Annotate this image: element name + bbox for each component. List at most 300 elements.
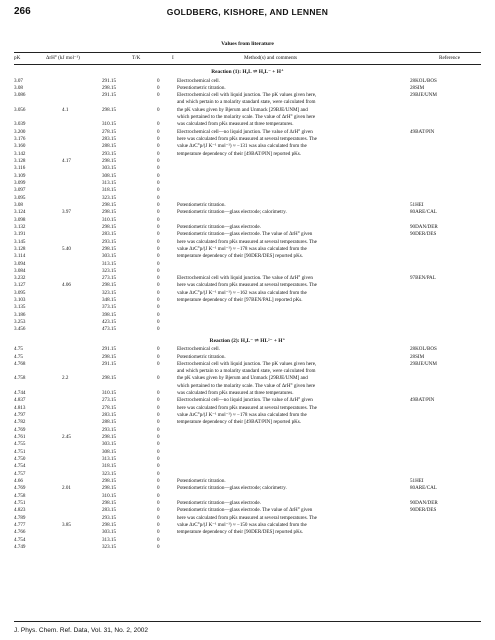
cell-reference: 28SIM (410, 84, 425, 91)
cell-pk: 4.777 (14, 521, 26, 528)
cell-pk: 4.789 (14, 514, 26, 521)
cell-i: 0 (157, 477, 160, 484)
cell-method: temperature dependency of their [49BAT/PIN] reported pKs. (177, 150, 302, 157)
cell-method: value ΔrC°p/(J K⁻¹ mol⁻¹) ≈ −131 was also calculated from the (177, 143, 307, 150)
cell-pk: 3.191 (14, 231, 26, 238)
cell-reference: 28SIM (410, 353, 425, 360)
table-row (14, 312, 481, 319)
cell-t: 318.15 (102, 463, 117, 470)
cell-dh: 4.06 (62, 282, 71, 289)
cell-pk: 4.769 (14, 485, 26, 492)
cell-i: 0 (157, 245, 160, 252)
cell-t: 273.15 (102, 397, 117, 404)
cell-t: 273.15 (102, 275, 117, 282)
table-top-rule (14, 52, 481, 53)
table-row (14, 158, 481, 165)
cell-i: 0 (157, 77, 160, 84)
page-header (14, 6, 481, 20)
cell-t: 278.15 (102, 128, 117, 135)
cell-method: value ΔrC°p/(J K⁻¹ mol⁻¹) ≈ −150 was also calculated from the (177, 521, 307, 528)
cell-i: 0 (157, 521, 160, 528)
cell-pk: 3.200 (14, 128, 26, 135)
col-t: T/K (132, 55, 141, 61)
table-row (14, 319, 481, 326)
cell-t: 423.15 (102, 319, 117, 326)
cell-t: 293.15 (102, 150, 117, 157)
cell-reference: 80ARE/CAL (410, 209, 437, 216)
cell-pk: 3.109 (14, 172, 26, 179)
cell-i: 0 (157, 209, 160, 216)
cell-method: Electrochemical cell. (177, 77, 220, 84)
cell-pk: 3.145 (14, 238, 26, 245)
cell-i: 0 (157, 150, 160, 157)
running-head: GOLDBERG, KISHORE, AND LENNEN (166, 7, 329, 17)
cell-pk: 3.124 (14, 209, 26, 216)
cell-i: 0 (157, 201, 160, 208)
col-dh: ΔrH° (kJ mol⁻¹) (46, 55, 80, 61)
cell-t: 348.15 (102, 297, 117, 304)
table-row (14, 419, 481, 426)
cell-pk: 3.099 (14, 179, 26, 186)
cell-t: 288.15 (102, 419, 117, 426)
table-row (14, 78, 481, 85)
cell-method: and which pertain to a molarity standard state, were calculated from (177, 99, 316, 106)
cell-t: 298.15 (102, 158, 117, 165)
cell-t: 298.15 (102, 485, 117, 492)
cell-reference: 90DAN/DER (410, 499, 438, 506)
cell-pk: 3.176 (14, 136, 26, 143)
table-row (14, 121, 481, 128)
cell-pk: 3.086 (14, 92, 26, 99)
cell-pk: 4.751 (14, 499, 26, 506)
cell-i: 0 (157, 507, 160, 514)
cell-t: 373.15 (102, 304, 117, 311)
cell-pk: 3.08 (14, 201, 23, 208)
page-number: 266 (14, 6, 31, 17)
cell-t: 313.15 (102, 260, 117, 267)
table-row (14, 173, 481, 180)
table-row (14, 397, 481, 404)
cell-reference: 51HEI (410, 477, 424, 484)
table-row (14, 544, 481, 551)
cell-t: 298.15 (102, 209, 117, 216)
cell-method: was calculated from pKs measured at three temperatures. (177, 390, 294, 397)
table-row (14, 107, 481, 114)
cell-i: 0 (157, 326, 160, 333)
cell-dh: 5.40 (62, 245, 71, 252)
cell-t: 283.15 (102, 136, 117, 143)
cell-t: 293.15 (102, 426, 117, 433)
cell-pk: 4.813 (14, 404, 26, 411)
cell-pk: 3.127 (14, 282, 26, 289)
cell-method: Potentiometric titration. (177, 84, 226, 91)
cell-pk: 3.056 (14, 106, 26, 113)
cell-i: 0 (157, 375, 160, 382)
cell-method: value ΔrC°p/(J K⁻¹ mol⁻¹) ≈ −178 was also calculated from the (177, 412, 307, 419)
cell-method: Electrochemical cell with liquid junction. The value of ΔrH° given (177, 275, 313, 282)
table-row (14, 449, 481, 456)
cell-i: 0 (157, 187, 160, 194)
table-column-header (14, 55, 481, 64)
table-row (14, 129, 481, 136)
table-row (14, 85, 481, 92)
cell-reference: 90DAN/DER (410, 223, 438, 230)
col-method: Method(s) and comments (244, 55, 298, 61)
cell-dh: 2.2 (62, 375, 69, 382)
cell-pk: 4.749 (14, 543, 26, 550)
cell-t: 298.15 (102, 223, 117, 230)
cell-method: the pK values given by Bjerum and Unmack [29BJE/UNM] and (177, 106, 308, 113)
cell-t: 298.15 (102, 84, 117, 91)
col-i: I (172, 55, 174, 61)
cell-t: 313.15 (102, 179, 117, 186)
table-row (14, 471, 481, 478)
cell-i: 0 (157, 353, 160, 360)
cell-t: 283.15 (102, 231, 117, 238)
cell-i: 0 (157, 412, 160, 419)
cell-t: 291.15 (102, 346, 117, 353)
cell-i: 0 (157, 543, 160, 550)
cell-method: temperature dependency of their [49BAT/PIN] reported pKs. (177, 419, 302, 426)
cell-method: was calculated from pKs measured at three temperatures. (177, 121, 294, 128)
cell-i: 0 (157, 485, 160, 492)
cell-reference: 51HEI (410, 201, 424, 208)
table-row (14, 434, 481, 441)
cell-t: 323.15 (102, 543, 117, 550)
cell-pk: 3.186 (14, 311, 26, 318)
table-row (14, 209, 481, 216)
cell-pk: 4.782 (14, 419, 26, 426)
cell-i: 0 (157, 267, 160, 274)
cell-i: 0 (157, 216, 160, 223)
cell-i: 0 (157, 253, 160, 260)
cell-i: 0 (157, 179, 160, 186)
cell-pk: 4.758 (14, 375, 26, 382)
cell-t: 313.15 (102, 536, 117, 543)
table-row (14, 261, 481, 268)
cell-method: Electrochemical cell with liquid junction. The pK values given here, (177, 92, 317, 99)
cell-i: 0 (157, 311, 160, 318)
cell-method: Potentiometric titration—glass electrode; calorimetry. (177, 209, 287, 216)
cell-i: 0 (157, 121, 160, 128)
cell-i: 0 (157, 260, 160, 267)
col-pk: pK (14, 55, 21, 61)
cell-t: 298.15 (102, 353, 117, 360)
cell-pk: 4.758 (14, 492, 26, 499)
cell-pk: 4.744 (14, 390, 26, 397)
cell-t: 323.15 (102, 267, 117, 274)
cell-t: 288.15 (102, 143, 117, 150)
cell-pk: 4.754 (14, 463, 26, 470)
cell-t: 298.15 (102, 245, 117, 252)
cell-pk: 3.135 (14, 304, 26, 311)
cell-t: 298.15 (102, 282, 117, 289)
cell-reference: 29BJE/UNM (410, 360, 437, 367)
table-row (14, 99, 481, 106)
cell-reference: 29BJE/UNM (410, 92, 437, 99)
table-row (14, 405, 481, 412)
cell-pk: 3.084 (14, 267, 26, 274)
cell-i: 0 (157, 238, 160, 245)
cell-i: 0 (157, 448, 160, 455)
cell-i: 0 (157, 441, 160, 448)
table-header-rule (14, 64, 481, 65)
table-row (14, 268, 481, 275)
cell-reference: 90DER/DES (410, 507, 437, 514)
cell-method: Potentiometric titration. (177, 477, 226, 484)
cell-t: 283.15 (102, 412, 117, 419)
table-row (14, 456, 481, 463)
table-row (14, 427, 481, 434)
cell-pk: 4.755 (14, 441, 26, 448)
table-row (14, 151, 481, 158)
cell-t: 298.15 (102, 375, 117, 382)
cell-t: 318.15 (102, 187, 117, 194)
table-row (14, 383, 481, 390)
cell-dh: 3.85 (62, 521, 71, 528)
cell-i: 0 (157, 529, 160, 536)
cell-pk: 4.75 (14, 346, 23, 353)
cell-i: 0 (157, 92, 160, 99)
cell-t: 291.15 (102, 360, 117, 367)
cell-i: 0 (157, 275, 160, 282)
cell-i: 0 (157, 106, 160, 113)
cell-pk: 3.095 (14, 194, 26, 201)
cell-pk: 3.116 (14, 165, 26, 172)
table-row (14, 304, 481, 311)
cell-i: 0 (157, 390, 160, 397)
table-row (14, 326, 481, 333)
table-row (14, 195, 481, 202)
table-subtitle: Values from literature (221, 41, 274, 47)
table-row (14, 515, 481, 522)
reaction-title: Reaction (1): H₃L ⇌ H₂L⁻ + H⁺ (211, 69, 284, 75)
cell-i: 0 (157, 456, 160, 462)
cell-i: 0 (157, 463, 160, 470)
cell-reference: 49BAT/PIN (410, 128, 435, 135)
cell-dh: 2.01 (62, 485, 71, 492)
cell-pk: 3.097 (14, 187, 26, 194)
cell-pk: 3.160 (14, 143, 26, 150)
table-row (14, 231, 481, 238)
table-row (14, 507, 481, 514)
cell-pk: 4.66 (14, 477, 23, 484)
cell-t: 291.15 (102, 77, 117, 84)
cell-t: 310.15 (102, 216, 117, 223)
cell-dh: 4.17 (62, 158, 71, 165)
cell-pk: 3.128 (14, 158, 26, 165)
cell-i: 0 (157, 128, 160, 135)
cell-pk: 3.08 (14, 84, 23, 91)
cell-t: 308.15 (102, 172, 117, 179)
cell-pk: 3.094 (14, 260, 26, 267)
cell-i: 0 (157, 492, 160, 499)
cell-dh: 2.45 (62, 434, 71, 441)
table-row (14, 529, 481, 536)
cell-t: 283.15 (102, 507, 117, 514)
cell-method: here was calculated from pKs measured at several temperatures. The (177, 238, 317, 245)
cell-i: 0 (157, 136, 160, 143)
table-row (14, 493, 481, 500)
cell-method: temperature dependency of their [90DER/DES] reported pKs. (177, 529, 304, 536)
cell-method: Potentiometric titration—glass electrode; calorimetry. (177, 485, 287, 492)
table-row (14, 180, 481, 187)
cell-t: 398.15 (102, 311, 117, 318)
table-row (14, 143, 481, 150)
cell-t: 298.15 (102, 106, 117, 113)
cell-pk: 3.253 (14, 319, 26, 326)
cell-i: 0 (157, 397, 160, 404)
cell-pk: 4.837 (14, 397, 26, 404)
cell-pk: 3.039 (14, 121, 26, 128)
table-row (14, 354, 481, 361)
cell-i: 0 (157, 426, 160, 433)
cell-pk: 4.750 (14, 456, 26, 462)
cell-method: Electrochemical cell. (177, 346, 220, 353)
cell-pk: 3.098 (14, 216, 26, 223)
table-row (14, 375, 481, 382)
cell-method: Potentiometric titration. (177, 353, 226, 360)
table-row (14, 239, 481, 246)
cell-pk: 4.769 (14, 426, 26, 433)
cell-pk: 3.103 (14, 297, 26, 304)
cell-pk: 4.757 (14, 470, 26, 477)
cell-t: 310.15 (102, 492, 117, 499)
cell-pk: 3.128 (14, 245, 26, 252)
cell-i: 0 (157, 231, 160, 238)
cell-i: 0 (157, 419, 160, 426)
cell-i: 0 (157, 282, 160, 289)
cell-pk: 3.132 (14, 223, 26, 230)
cell-i: 0 (157, 84, 160, 91)
cell-method: here was calculated from pKs measured at several temperatures. The (177, 514, 317, 521)
cell-i: 0 (157, 223, 160, 230)
table-row (14, 346, 481, 353)
cell-pk: 3.114 (14, 253, 26, 260)
cell-i: 0 (157, 158, 160, 165)
cell-i: 0 (157, 404, 160, 411)
cell-method: Potentiometric titration—glass electrode. The value of ΔrH° given (177, 507, 313, 514)
cell-pk: 3.232 (14, 275, 26, 282)
cell-t: 310.15 (102, 121, 117, 128)
cell-t: 303.15 (102, 441, 117, 448)
cell-dh: 3.97 (62, 209, 71, 216)
cell-method: value ΔrC°p/(J K⁻¹ mol⁻¹) ≈ −162 was also calculated from the (177, 289, 307, 296)
cell-method: Potentiometric titration—glass electrode. The value of ΔrH° given (177, 231, 313, 238)
reaction-title: Reaction (2): H₂L⁻ ⇌ HL²⁻ + H⁺ (209, 337, 286, 344)
cell-i: 0 (157, 346, 160, 353)
cell-pk: 4.823 (14, 507, 26, 514)
cell-pk: 3.095 (14, 289, 26, 296)
cell-method: temperature dependency of their [90DER/DES] reported pKs. (177, 253, 304, 260)
cell-t: 310.15 (102, 390, 117, 397)
cell-method: Potentiometric titration—glass electrode. (177, 499, 261, 506)
table-row (14, 202, 481, 209)
cell-pk: 4.751 (14, 448, 26, 455)
cell-pk: 3.142 (14, 150, 26, 157)
cell-method: here was calculated from pKs measured at several temperatures. The (177, 282, 317, 289)
cell-method: which pertained to the molarity scale. The value of ΔrH° given here (177, 382, 316, 389)
table-row (14, 187, 481, 194)
col-ref: Reference (439, 55, 461, 61)
cell-pk: 3.456 (14, 326, 26, 333)
cell-t: 298.15 (102, 201, 117, 208)
cell-t: 298.15 (102, 499, 117, 506)
cell-i: 0 (157, 536, 160, 543)
cell-i: 0 (157, 194, 160, 201)
cell-t: 313.15 (102, 456, 117, 462)
cell-method: Electrochemical cell—no liquid junction. The value of ΔrH° given (177, 128, 313, 135)
cell-reference: 28KOL/BOS (410, 77, 437, 84)
cell-method: Potentiometric titration—glass electrode. (177, 223, 261, 230)
table-bottom-rule (14, 621, 481, 622)
cell-pk: 3.07 (14, 77, 23, 84)
cell-i: 0 (157, 499, 160, 506)
cell-i: 0 (157, 289, 160, 296)
cell-i: 0 (157, 304, 160, 311)
cell-i: 0 (157, 165, 160, 172)
cell-dh: 4.1 (62, 106, 69, 113)
table-row (14, 485, 481, 492)
cell-t: 323.15 (102, 194, 117, 201)
table-row (14, 253, 481, 260)
cell-pk: 4.754 (14, 536, 26, 543)
cell-i: 0 (157, 143, 160, 150)
journal-footer: J. Phys. Chem. Ref. Data, Vol. 31, No. 2, 2002 (14, 627, 149, 634)
cell-pk: 4.797 (14, 412, 26, 419)
cell-reference: 28KOL/BOS (410, 346, 437, 353)
cell-i: 0 (157, 297, 160, 304)
cell-t: 291.15 (102, 92, 117, 99)
cell-t: 298.15 (102, 434, 117, 441)
cell-t: 293.15 (102, 238, 117, 245)
cell-method: temperature dependency of their [97BEN/PAL] reported pKs. (177, 297, 303, 304)
cell-t: 298.15 (102, 477, 117, 484)
cell-pk: 4.761 (14, 434, 26, 441)
cell-reference: 97BEN/PAL (410, 275, 436, 282)
cell-reference: 80ARE/CAL (410, 485, 437, 492)
table-row (14, 537, 481, 544)
cell-i: 0 (157, 360, 160, 367)
cell-t: 323.15 (102, 289, 117, 296)
cell-reference: 49BAT/PIN (410, 397, 435, 404)
table-row (14, 441, 481, 448)
cell-t: 303.15 (102, 529, 117, 536)
cell-t: 303.15 (102, 165, 117, 172)
cell-t: 323.15 (102, 470, 117, 477)
cell-method: Potentiometric titration. (177, 201, 226, 208)
cell-i: 0 (157, 434, 160, 441)
cell-method: the pK values given by Bjerum and Unmack [29BJE/UNM] and (177, 375, 308, 382)
table-row (14, 368, 481, 375)
cell-method: here was calculated from pKs measured at several temperatures. The (177, 404, 317, 411)
cell-pk: 4.768 (14, 360, 26, 367)
table-row (14, 478, 481, 485)
cell-t: 293.15 (102, 514, 117, 521)
table-row (14, 463, 481, 470)
cell-t: 278.15 (102, 404, 117, 411)
cell-method: which pertained to the molarity scale. The value of ΔrH° given here (177, 114, 316, 121)
cell-pk: 4.75 (14, 353, 23, 360)
table-row (14, 165, 481, 172)
table-row (14, 290, 481, 297)
cell-t: 298.15 (102, 521, 117, 528)
cell-i: 0 (157, 319, 160, 326)
cell-pk: 4.766 (14, 529, 26, 536)
cell-method: value ΔrC°p/(J K⁻¹ mol⁻¹) ≈ −178 was also calculated from the (177, 245, 307, 252)
cell-i: 0 (157, 514, 160, 521)
cell-t: 308.15 (102, 448, 117, 455)
